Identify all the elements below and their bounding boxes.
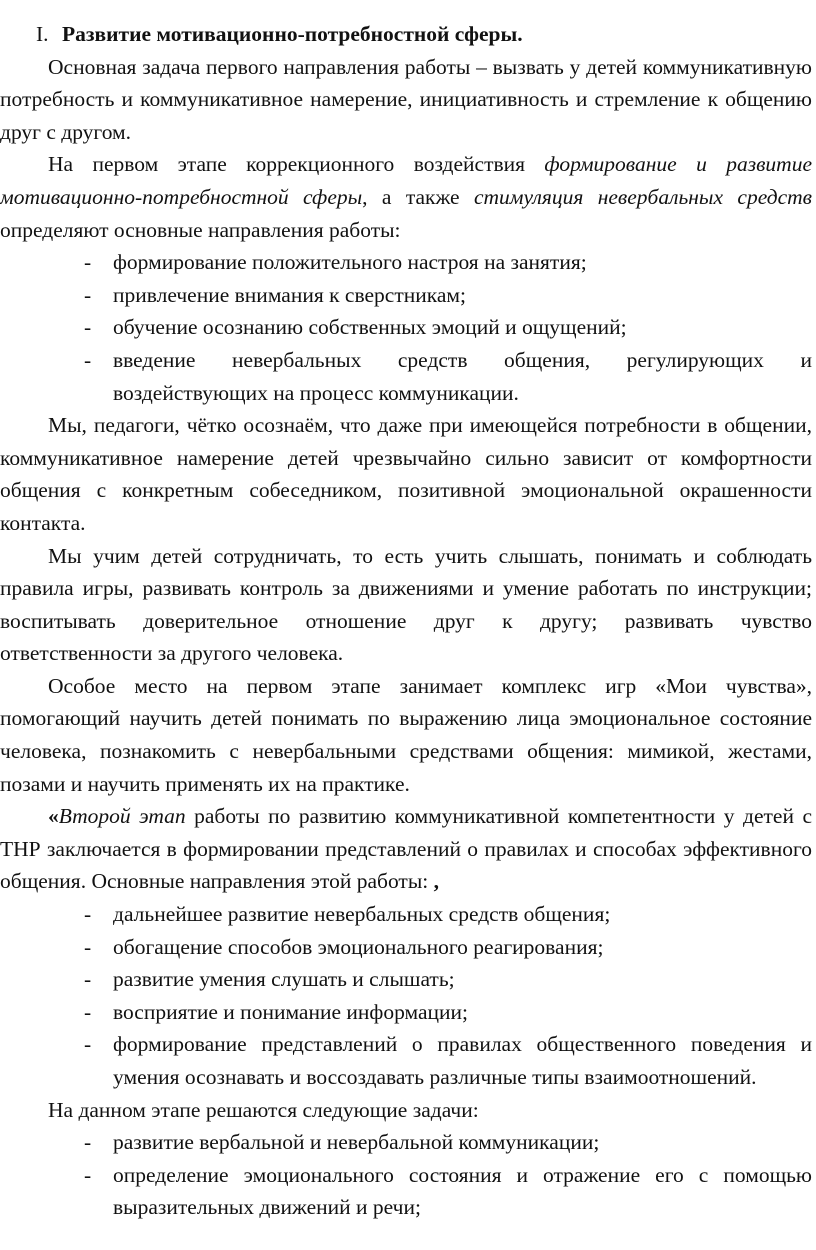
list-item xyxy=(0,311,816,344)
paragraph-first-stage xyxy=(0,148,816,246)
list-item-text: развитие умения слушать и слышать; xyxy=(113,967,455,992)
list-dash: - xyxy=(84,315,92,340)
list-item xyxy=(0,931,816,964)
list-item-text: дальнейшее развитие невербальных средств общения; xyxy=(113,902,611,927)
text-run: , а также xyxy=(362,184,474,209)
tasks-list xyxy=(0,1126,816,1224)
text-run: На первом этапе коррекционного воздействия xyxy=(48,152,545,177)
paragraph-main-task: Основная задача первого направления работы – вызвать у детей коммуникативную потребность и коммуникативное намерение, инициативность и стремление к общению друг с другом. xyxy=(0,54,812,144)
list-dash: - xyxy=(84,1162,92,1187)
paragraph-second-stage xyxy=(0,800,816,898)
list-dash: - xyxy=(84,347,92,372)
list-dash: - xyxy=(84,282,92,307)
list-item-text: обучение осознанию собственных эмоций и ощущений; xyxy=(113,315,627,340)
emphasis-run: Второй этап xyxy=(58,804,186,829)
text-run: работы по развитию коммуникативной компетентности у детей с ТНР заключается в формировании представлений о правилах и способах эффективного общения. Основные направления этой работы: xyxy=(0,804,812,894)
list-item xyxy=(0,246,816,279)
comma-mark: , xyxy=(433,869,439,894)
list-item xyxy=(0,279,816,312)
quote-mark: « xyxy=(48,804,59,829)
text-run: определяют основные направления работы: xyxy=(0,217,401,242)
list-dash: - xyxy=(84,902,92,927)
paragraph-tasks-intro: На данном этапе решаются следующие задачи: xyxy=(48,1097,479,1122)
list-item-text: развитие вербальной и невербальной коммуникации; xyxy=(113,1130,600,1155)
list-dash: - xyxy=(84,967,92,992)
list-item xyxy=(0,1028,816,1093)
list-item xyxy=(0,898,816,931)
list-item-text: введение невербальных средств общения, регулирующих и воздействующих на процесс коммуникации. xyxy=(113,347,812,405)
section-number: I. xyxy=(36,22,49,46)
list-dash: - xyxy=(84,1130,92,1155)
section-heading xyxy=(36,18,816,51)
list-dash: - xyxy=(84,250,92,275)
second-stage-directions-list xyxy=(0,898,816,1094)
list-item xyxy=(0,963,816,996)
list-dash: - xyxy=(84,1032,92,1057)
list-item xyxy=(0,996,816,1029)
section-title: Развитие мотивационно-потребностной сферы. xyxy=(62,22,523,46)
first-stage-directions-list xyxy=(0,246,816,409)
list-dash: - xyxy=(84,934,92,959)
emphasis-run: формирование и развитие мотивационно-потребностной сферы xyxy=(0,152,812,209)
paragraph-games-complex: Особое место на первом этапе занимает комплекс игр «Мои чувства», помогающий научить детей понимать по выражению лица эмоциональное состояние человека, познакомить с невербальными средствами общения: мимикой, жестами, позами и научить применять их на практике. xyxy=(0,673,812,796)
paragraph-cooperation: Мы учим детей сотрудничать, то есть учить слышать, понимать и соблюдать правила игры, развивать контроль за движениями и умение работать по инструкции; воспитывать доверительное отношение друг к другу; развивать чувство ответственности за другого человека. xyxy=(0,543,812,666)
emphasis-run: стимуляция невербальных средств xyxy=(473,184,812,209)
list-item xyxy=(0,1159,816,1224)
list-item-text: формирование представлений о правилах общественного поведения и умения осознавать и воссоздавать различные типы взаимоотношений. xyxy=(113,1032,812,1089)
list-dash: - xyxy=(84,999,92,1024)
list-item xyxy=(0,344,816,409)
list-item-text: обогащение способов эмоционального реагирования; xyxy=(113,934,604,959)
list-item-text: определение эмоционального состояния и отражение его с помощью выразительных движений и речи; xyxy=(113,1162,812,1220)
list-item xyxy=(0,1126,816,1159)
list-item-text: восприятие и понимание информации; xyxy=(113,999,468,1024)
paragraph-teachers: Мы, педагоги, чётко осознаём, что даже при имеющейся потребности в общении, коммуникативное намерение детей чрезвычайно сильно зависит от комфортности общения с конкретным собеседником, позитивной эмоциональной окрашенности контакта. xyxy=(0,413,812,535)
list-item-text: формирование положительного настроя на занятия; xyxy=(113,250,587,275)
list-item-text: привлечение внимания к сверстникам; xyxy=(113,282,466,307)
